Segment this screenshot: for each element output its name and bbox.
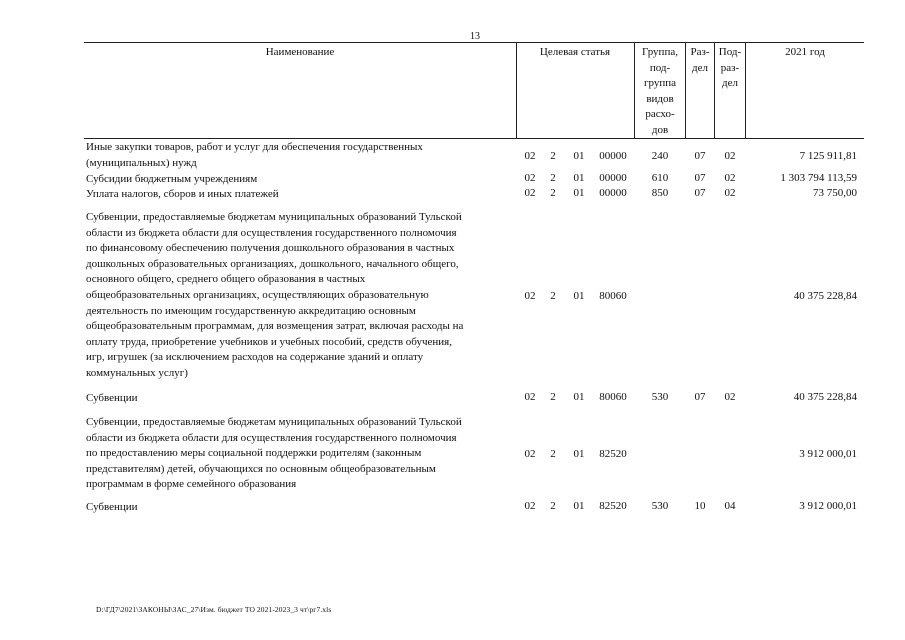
header-razdel-line: Раз- [690,46,710,58]
row-name [86,172,516,188]
group-code: 530 [651,391,669,403]
file-path-footer: D:\ГД7\2021\ЗАКОНЫ\ЗАС_27\Изм. бюджет ТО 2021-2023_3 чт\рг7.xls [96,605,332,614]
target-c4: 82520 [599,448,627,461]
header-razdel [686,45,714,76]
row-name-line: основного общего, среднего общего образования в частных [86,273,366,286]
target-c2: 2 [550,172,556,184]
target-c2: 2 [550,187,556,199]
target-c1: 02 [524,149,536,162]
amount: 1 303 794 113,59 [780,172,857,184]
header-name: Наименование [265,46,335,58]
header-group-line: видов [646,92,674,105]
amount: 40 375 228,84 [793,391,857,403]
header-group-line: Группа, [642,46,678,58]
row-name-line: Субвенции [86,501,138,513]
row-name-line: области из бюджета области для осуществления государственного полномочия [86,226,457,239]
razdel-code: 10 [694,500,706,512]
row-name [86,140,516,171]
row-name-line: представителям) детей, обучающихся по основным общеобразовательным [86,462,436,475]
header-podrazdel-line: раз- [720,61,740,74]
row-name [86,415,516,493]
amount: 40 375 228,84 [793,290,857,302]
row-name-line: по финансовому обеспечению получения дошкольного образования в частных [86,242,455,255]
amount: 7 125 911,81 [799,149,857,162]
amount: 73 750,00 [813,187,857,199]
row-name-line: общеобразовательных организациях, осуществляющих образовательную [86,288,429,301]
row-name-line: Уплата налогов, сборов и иных платежей [86,188,279,200]
row-name-line: Субвенции [86,392,138,404]
target-c3: 01 [573,391,585,403]
target-c3: 01 [573,172,585,184]
header-podrazdel-line: Под- [718,46,742,58]
target-c1: 02 [524,172,536,184]
header-podrazdel [715,45,745,92]
header-year: 2021 год [785,46,825,58]
target-c3: 01 [573,290,585,302]
podrazdel-code: 02 [724,391,736,403]
row-name [86,210,516,382]
target-c3: 01 [573,500,585,512]
row-name-line: (муниципальных) нужд [86,156,197,169]
row-name-line: общеобразовательным программам, для возмещения затрат, включая расходы на [86,320,464,333]
podrazdel-code: 02 [724,149,736,162]
target-c3: 01 [573,448,585,461]
target-c2: 2 [550,500,556,512]
row-name-line: области из бюджета области для осуществления государственного полномочия [86,431,457,444]
header-group-line: под- [649,61,671,74]
row-name-line: дошкольных образовательных организациях, дошкольного, начального общего, [86,257,459,270]
target-c1: 02 [524,448,536,461]
group-code: 240 [651,149,669,162]
row-name [86,187,516,203]
podrazdel-code: 02 [724,187,736,199]
target-c1: 02 [524,187,536,199]
row-name-line: коммунальных услуг) [86,366,188,379]
row-name-line: оплату труда, приобретение учебников и учебных пособий, средств обучения, [86,335,452,348]
amount: 3 912 000,01 [799,448,857,461]
target-c2: 2 [550,448,556,461]
header-target: Целевая статья [539,46,611,58]
target-c4: 80060 [599,391,627,403]
target-c1: 02 [524,290,536,302]
target-c2: 2 [550,149,556,162]
header-group-line: расхо- [645,108,675,120]
page-number: 13 [470,31,480,42]
row-name [86,500,516,516]
target-c2: 2 [550,391,556,403]
razdel-code: 07 [694,391,706,403]
podrazdel-code: 02 [724,172,736,184]
group-code: 850 [651,187,669,199]
target-c4: 80060 [599,290,627,302]
target-c4: 82520 [599,500,627,512]
row-name-line: Субвенции, предоставляемые бюджетам муниципальных образований Тульской [86,416,462,428]
row-name-line: деятельность по имеющим государственную аккредитацию основным [86,304,416,317]
group-code: 610 [651,172,669,184]
row-name-line: по предоставлению меры социальной поддержки родителям (законным [86,447,422,460]
podrazdel-code: 04 [724,500,736,512]
target-c4: 00000 [599,187,627,199]
target-c1: 02 [524,500,536,512]
header-razdel-line: дел [692,61,708,74]
razdel-code: 07 [694,149,706,162]
target-c2: 2 [550,290,556,302]
row-name-line: Иные закупки товаров, работ и услуг для обеспечения государственных [86,141,423,153]
target-c4: 00000 [599,149,627,162]
row-name-line: программам в форме семейного образования [86,478,297,491]
header-podrazdel-line: дел [722,77,738,89]
header-group [635,45,685,138]
razdel-code: 07 [694,172,706,184]
amount: 3 912 000,01 [799,500,857,512]
target-c4: 00000 [599,172,627,184]
row-name-line: Субвенции, предоставляемые бюджетам муниципальных образований Тульской [86,211,462,223]
header-group-line: дов [651,123,669,136]
row-name-line: Субсидии бюджетным учреждениям [86,173,258,185]
row-name-line: игр, игрушек (за исключением расходов на содержание зданий и оплату [86,351,424,364]
target-c3: 01 [573,187,585,199]
row-name [86,391,516,407]
target-c3: 01 [573,149,585,162]
group-code: 530 [651,500,669,512]
header-group-line: группа [643,77,677,89]
target-c1: 02 [524,391,536,403]
razdel-code: 07 [694,187,706,199]
